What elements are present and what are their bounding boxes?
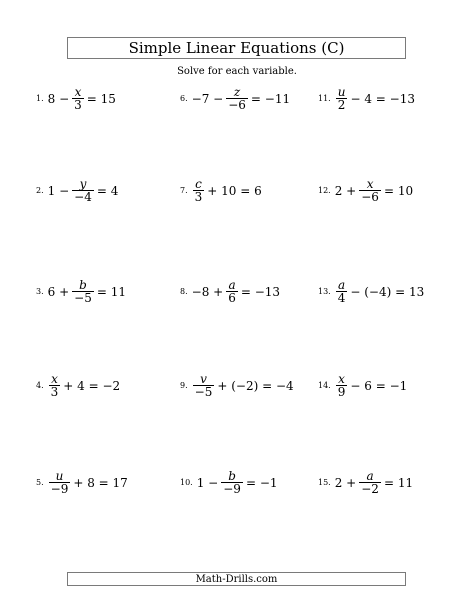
worksheet-title-box xyxy=(67,37,406,59)
problem-number: 6. xyxy=(180,94,188,103)
fraction xyxy=(72,86,84,111)
fraction-denominator: −4 xyxy=(74,190,92,204)
equation-rhs: − 4 = −13 xyxy=(350,91,415,106)
problem-15 xyxy=(318,470,413,495)
fraction xyxy=(226,86,248,111)
equation-rhs: = 4 xyxy=(96,183,119,198)
problem-number: 11. xyxy=(318,94,331,103)
fraction xyxy=(226,279,238,304)
equation-rhs: = 10 xyxy=(383,183,414,198)
problem-number: 14. xyxy=(318,381,331,390)
problem-number: 8. xyxy=(180,287,188,296)
problem-number: 2. xyxy=(36,186,44,195)
problem-13 xyxy=(318,279,424,304)
fraction-denominator: −2 xyxy=(361,482,379,496)
fraction-numerator: y xyxy=(79,177,87,191)
equation-rhs: + (−2) = −4 xyxy=(217,378,294,393)
problem-number: 10. xyxy=(180,478,193,487)
fraction-numerator: a xyxy=(337,278,346,292)
problem-number: 1. xyxy=(36,94,44,103)
problem-1 xyxy=(36,86,116,111)
problem-8 xyxy=(180,279,280,304)
fraction xyxy=(193,373,215,398)
problem-12 xyxy=(318,178,413,203)
problem-11 xyxy=(318,86,415,111)
equation-lhs-term: 6 + xyxy=(47,284,70,299)
fraction xyxy=(221,470,243,495)
problem-2 xyxy=(36,178,118,203)
fraction-denominator: −6 xyxy=(361,190,379,204)
fraction-numerator: x xyxy=(366,177,374,191)
fraction-numerator: a xyxy=(228,278,236,292)
equation-rhs: + 4 = −2 xyxy=(63,378,121,393)
fraction xyxy=(49,470,71,495)
fraction-denominator: 3 xyxy=(50,385,59,399)
equation-rhs: = 15 xyxy=(86,91,116,106)
equation-rhs: − (−4) = 13 xyxy=(350,284,425,299)
equation-lhs-term: −8 + xyxy=(191,284,224,299)
fraction xyxy=(72,178,94,203)
fraction-numerator: u xyxy=(55,469,64,483)
fraction-denominator: 6 xyxy=(228,291,236,305)
fraction xyxy=(359,470,381,495)
fraction-denominator: 3 xyxy=(74,98,82,112)
fraction-denominator: −9 xyxy=(50,482,69,496)
problem-14 xyxy=(318,373,407,398)
fraction-numerator: b xyxy=(228,469,236,483)
problem-number: 13. xyxy=(318,287,331,296)
fraction-numerator: x xyxy=(338,372,345,386)
fraction-numerator: u xyxy=(337,85,346,99)
problem-10 xyxy=(180,470,278,495)
equation-rhs: + 10 = 6 xyxy=(207,183,262,198)
footer-box xyxy=(67,572,406,586)
fraction-denominator: 3 xyxy=(194,190,203,204)
equation-lhs-term: 1 − xyxy=(196,475,219,490)
problem-number: 7. xyxy=(180,186,188,195)
equation-rhs: = 11 xyxy=(96,284,126,299)
equation-rhs: = −13 xyxy=(240,284,281,299)
fraction-denominator: 4 xyxy=(337,291,346,305)
fraction-denominator: −5 xyxy=(194,385,213,399)
problem-number: 4. xyxy=(36,381,44,390)
fraction-denominator: −9 xyxy=(223,482,241,496)
equation-rhs: = −11 xyxy=(250,91,291,106)
equation-lhs-term: 2 + xyxy=(334,475,357,490)
equation-rhs: = 11 xyxy=(383,475,414,490)
fraction-numerator: x xyxy=(74,85,82,99)
worksheet-title: Simple Linear Equations (C) xyxy=(128,39,345,57)
fraction-numerator: x xyxy=(51,372,58,386)
equation-lhs-term: 8 − xyxy=(47,91,70,106)
fraction xyxy=(359,178,381,203)
fraction-denominator: −5 xyxy=(74,291,92,305)
fraction xyxy=(336,279,348,304)
fraction-denominator: 9 xyxy=(337,385,346,399)
problem-number: 5. xyxy=(36,478,44,487)
problem-6 xyxy=(180,86,290,111)
equation-rhs: − 6 = −1 xyxy=(350,378,408,393)
fraction-numerator: z xyxy=(233,85,241,99)
equation-lhs-term: −7 − xyxy=(191,91,224,106)
equation-rhs: + 8 = 17 xyxy=(73,475,128,490)
problem-number: 3. xyxy=(36,287,44,296)
footer-text: Math-Drills.com xyxy=(195,573,278,585)
problem-3 xyxy=(36,279,126,304)
fraction-denominator: −6 xyxy=(228,98,246,112)
fraction xyxy=(336,86,348,111)
problem-9 xyxy=(180,373,294,398)
fraction-numerator: c xyxy=(195,177,202,191)
equation-rhs: = −1 xyxy=(245,475,278,490)
fraction xyxy=(193,178,205,203)
fraction-numerator: a xyxy=(366,469,374,483)
problem-number: 9. xyxy=(180,381,188,390)
equation-lhs-term: 2 + xyxy=(334,183,357,198)
fraction xyxy=(336,373,348,398)
problem-5 xyxy=(36,470,128,495)
instructions: Solve for each variable. xyxy=(177,66,297,77)
fraction xyxy=(49,373,61,398)
problem-7 xyxy=(180,178,262,203)
equation-lhs-term: 1 − xyxy=(47,183,70,198)
problem-number: 15. xyxy=(318,478,331,487)
problem-4 xyxy=(36,373,120,398)
fraction-numerator: b xyxy=(79,278,87,292)
fraction xyxy=(72,279,94,304)
fraction-denominator: 2 xyxy=(337,98,346,112)
fraction-numerator: v xyxy=(200,372,207,386)
problem-number: 12. xyxy=(318,186,331,195)
